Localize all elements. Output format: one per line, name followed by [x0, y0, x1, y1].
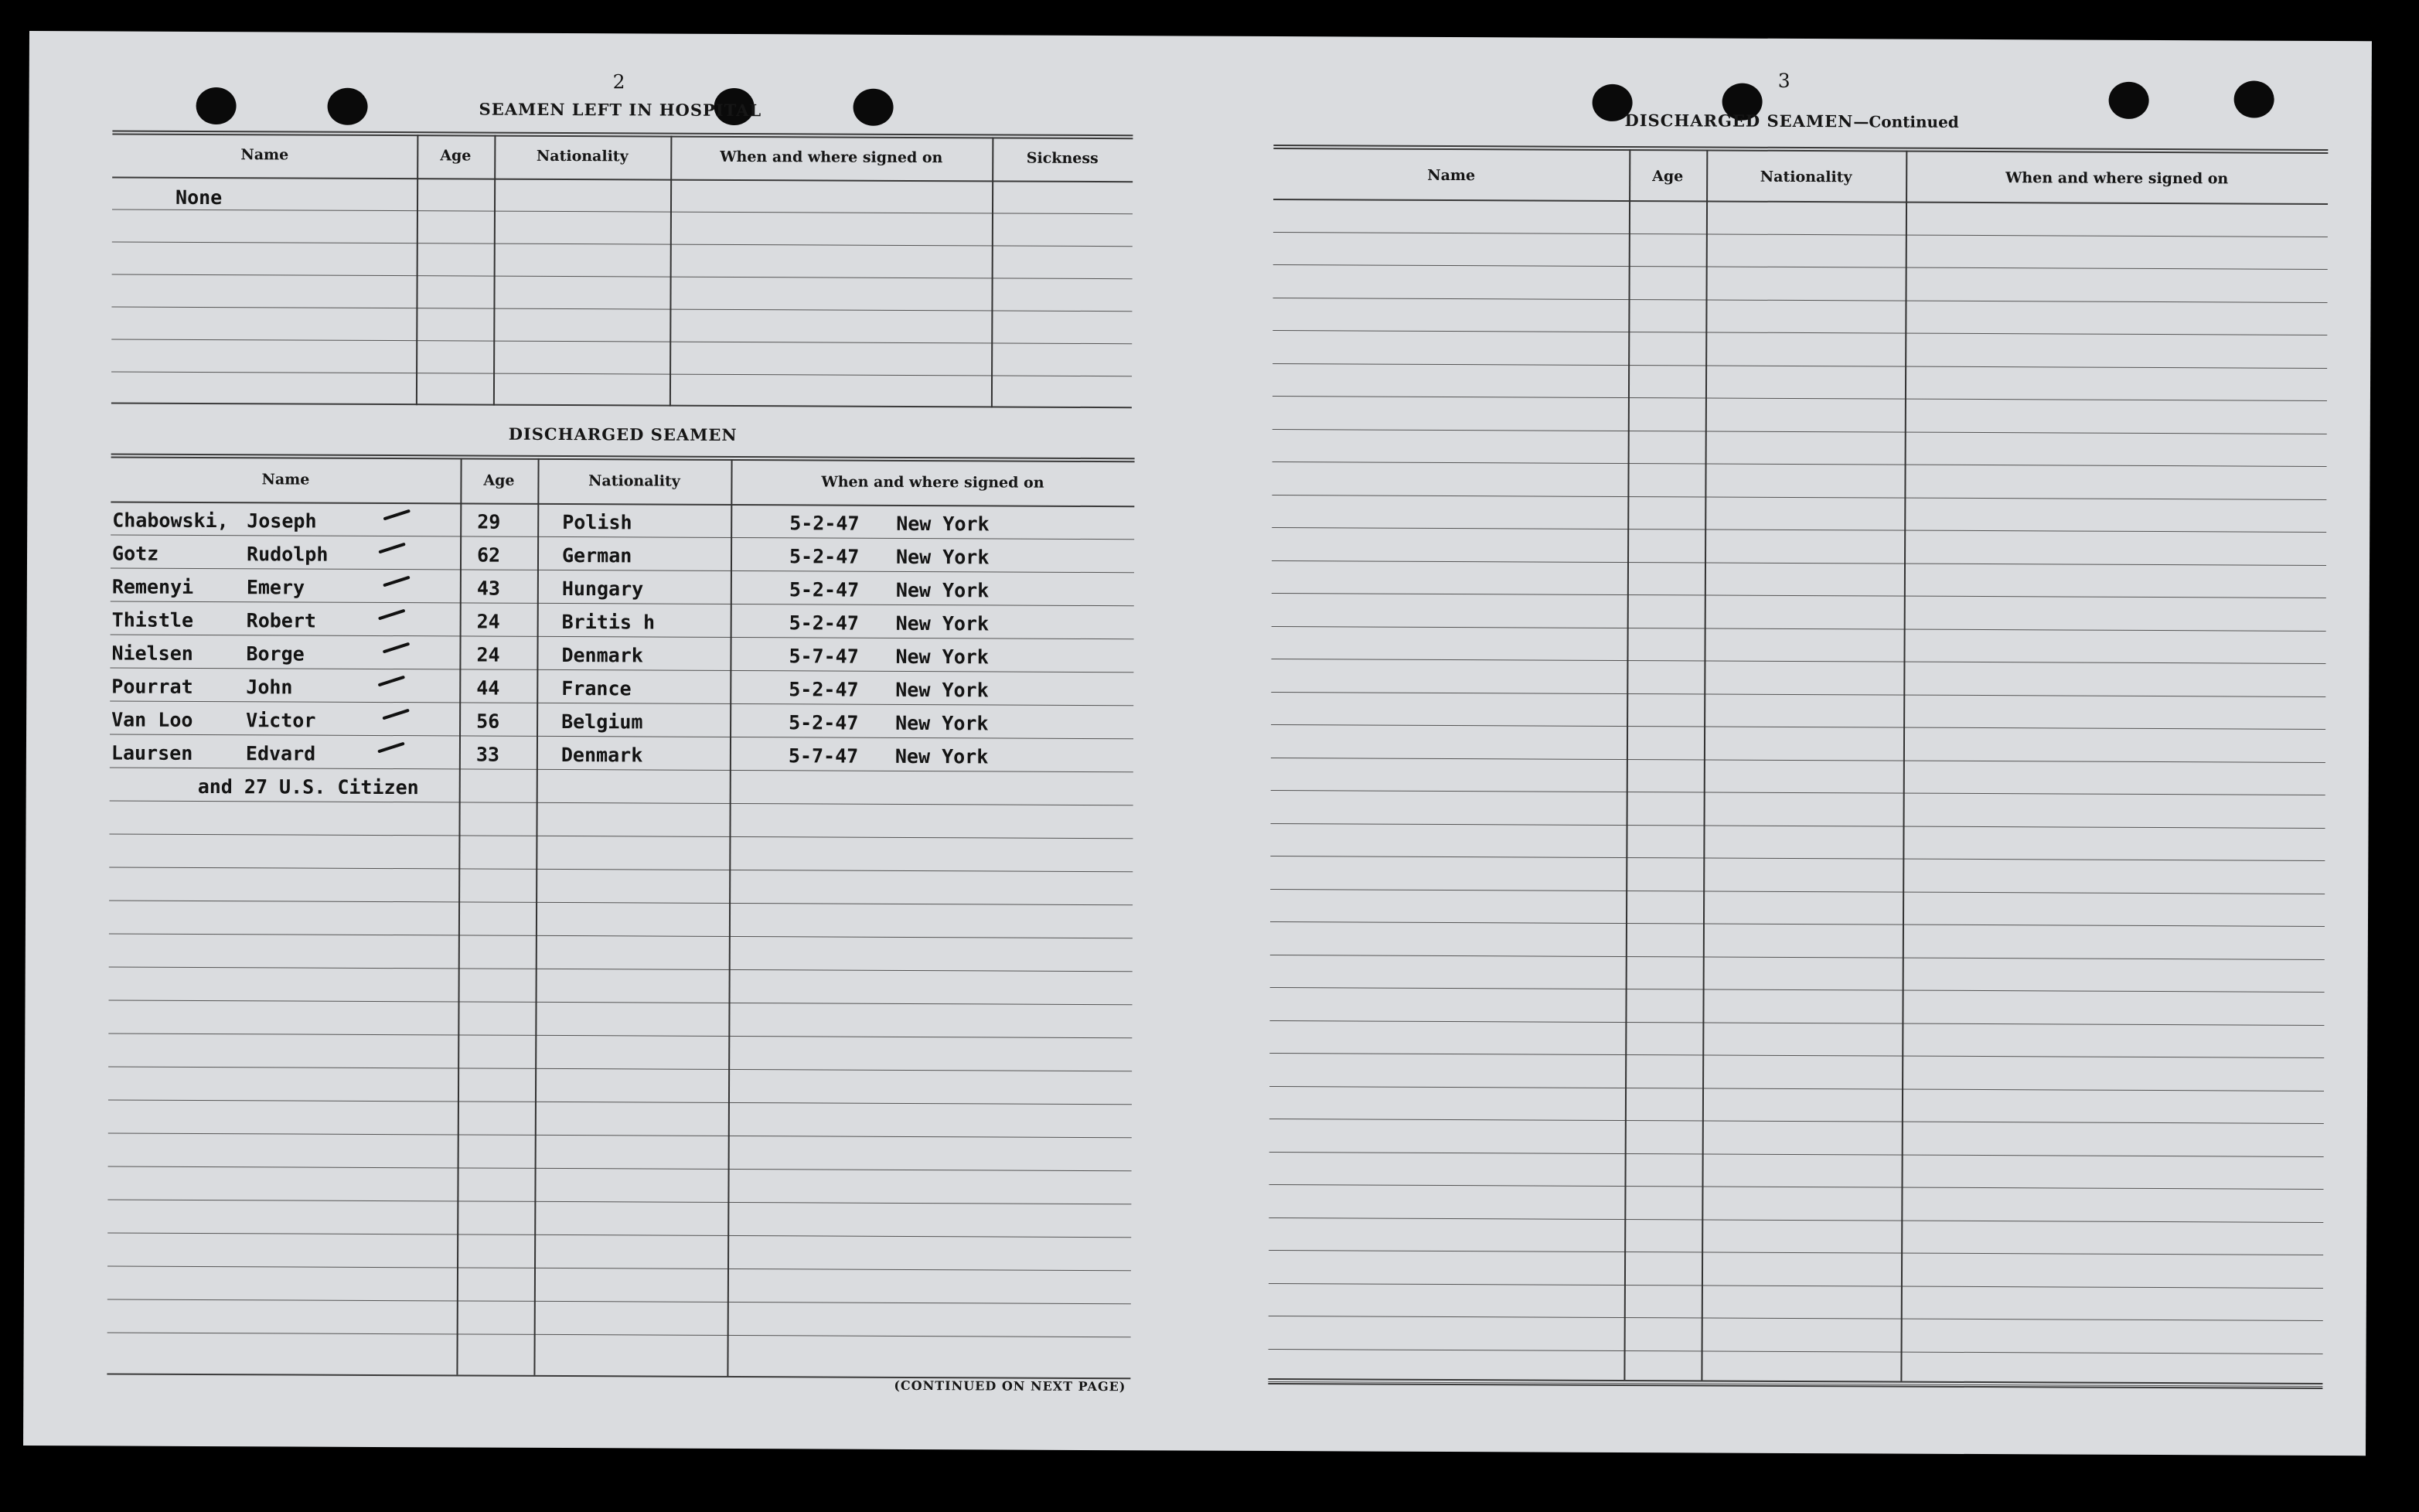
row-rule	[1270, 921, 2325, 927]
row-rule	[107, 1299, 1131, 1304]
check-mark	[383, 642, 411, 654]
seaman-given-name: Emery	[246, 576, 305, 599]
signed-on-date: 5-7-47	[789, 645, 859, 668]
row-rule	[108, 1132, 1132, 1138]
signed-on-place: New York	[894, 744, 989, 768]
discharged-table	[107, 453, 1134, 1416]
row-rule	[1270, 889, 2325, 894]
seaman-surname: Remenyi	[111, 575, 194, 598]
row-rule	[1270, 955, 2325, 960]
seaman-surname: Gotz	[111, 542, 159, 565]
signed-on-place: New York	[896, 512, 990, 536]
row-rule	[111, 601, 1134, 606]
discharged-header-name: Name	[261, 471, 310, 489]
signed-on-date: 5-2-47	[789, 545, 860, 568]
row-rule	[1273, 461, 2327, 467]
check-mark	[377, 742, 405, 754]
discharged-section-title: DISCHARGED SEAMEN	[508, 424, 738, 444]
hospital-entry-none: None	[175, 186, 223, 209]
check-mark	[383, 576, 411, 587]
continued-header-signed-on: When and where signed on	[2005, 169, 2229, 188]
continued-footer: (CONTINUED ON NEXT PAGE)	[894, 1377, 1126, 1395]
row-rule	[108, 1166, 1132, 1171]
row-rule	[1273, 330, 2327, 335]
row-rule	[1271, 758, 2325, 763]
punch-hole	[327, 88, 367, 125]
punch-hole	[853, 89, 893, 126]
row-rule	[1273, 264, 2328, 270]
discharged-continued-title	[1624, 111, 1958, 131]
signed-on-date: 5-2-47	[789, 512, 860, 535]
signed-on-place: New York	[895, 578, 990, 602]
row-rule	[1272, 527, 2326, 533]
row-rule	[109, 867, 1133, 872]
hospital-header-name: Name	[240, 146, 289, 164]
ledger-sheet	[23, 31, 2372, 1456]
signed-on-date: 5-2-47	[789, 711, 859, 734]
seaman-given-name: Victor	[246, 709, 316, 732]
seaman-given-name: Robert	[246, 609, 317, 632]
row-rule	[110, 800, 1133, 805]
row-rule	[107, 1265, 1131, 1271]
row-rule	[1269, 1250, 2323, 1255]
hospital-header-age: Age	[440, 147, 472, 165]
seaman-age: 24	[476, 610, 500, 633]
discharged-continued-title-text: DISCHARGED SEAMEN	[1624, 111, 1854, 131]
row-rule	[1272, 495, 2326, 500]
row-rule	[108, 1066, 1132, 1071]
check-mark	[378, 676, 406, 687]
seaman-surname: Laursen	[111, 741, 193, 765]
row-rule	[108, 1033, 1132, 1038]
row-rule	[1271, 659, 2325, 664]
seaman-nationality: German	[561, 544, 632, 567]
punch-hole	[2234, 80, 2274, 117]
hospital-header-nationality: Nationality	[536, 147, 629, 165]
row-rule	[1269, 1184, 2324, 1190]
hospital-table	[111, 130, 1133, 448]
seaman-surname: Van Loo	[111, 708, 193, 731]
seaman-given-name: Joseph	[247, 509, 317, 533]
seaman-surname: Chabowski,	[112, 509, 229, 533]
seaman-nationality: Belgium	[561, 710, 643, 734]
row-rule	[1271, 724, 2325, 730]
row-rule	[107, 1199, 1131, 1204]
row-rule	[1273, 232, 2328, 237]
punch-hole	[2109, 82, 2149, 119]
row-rule	[109, 999, 1133, 1005]
row-rule	[111, 567, 1134, 573]
seaman-nationality: Denmark	[561, 644, 643, 667]
row-rule	[110, 767, 1133, 772]
seaman-surname: Thistle	[111, 608, 194, 632]
signed-on-date: 5-2-47	[789, 578, 860, 601]
hospital-header-signed-on: When and where signed on	[720, 148, 943, 167]
row-rule	[1269, 1283, 2323, 1289]
check-mark	[378, 543, 406, 554]
seaman-age: 44	[476, 676, 500, 700]
row-rule	[110, 667, 1133, 673]
hospital-section-title: SEAMEN LEFT IN HOSPITAL	[479, 99, 762, 121]
seaman-surname: Pourrat	[111, 675, 193, 698]
seaman-nationality: France	[561, 677, 632, 700]
signed-on-place: New York	[895, 645, 989, 669]
row-rule	[1271, 692, 2325, 697]
row-rule	[1271, 823, 2325, 829]
row-rule	[109, 900, 1133, 905]
discharged-continued-table	[1268, 145, 2328, 1417]
signed-on-place: New York	[895, 545, 990, 569]
row-rule	[1269, 1053, 2324, 1058]
row-rule	[1273, 363, 2327, 369]
row-rule	[1269, 1119, 2324, 1124]
us-citizen-note: and 27 U.S. Citizen	[197, 775, 419, 799]
signed-on-place: New York	[895, 611, 990, 635]
hospital-header-sickness: Sickness	[1026, 149, 1099, 168]
seaman-age: 62	[476, 543, 501, 567]
row-rule	[110, 700, 1133, 706]
continued-header-name: Name	[1427, 166, 1476, 185]
row-rule	[1269, 1152, 2324, 1157]
seaman-given-name: Rudolph	[246, 543, 329, 566]
seaman-age: 24	[476, 643, 500, 666]
page-number-right: 3	[1777, 69, 1790, 92]
row-rule	[107, 1332, 1131, 1337]
discharged-header-nationality: Nationality	[588, 472, 680, 490]
row-rule	[1269, 1020, 2324, 1026]
seaman-nationality: Polish	[562, 511, 632, 534]
row-rule	[109, 966, 1133, 972]
signed-on-date: 5-2-47	[789, 611, 860, 635]
row-rule	[1270, 856, 2325, 861]
seaman-nationality: Hungary	[561, 577, 644, 601]
signed-on-date: 5-7-47	[788, 744, 859, 768]
row-rule	[1270, 987, 2325, 993]
row-rule	[109, 933, 1133, 938]
seaman-given-name: John	[246, 676, 293, 699]
seaman-age: 43	[476, 577, 501, 600]
seaman-nationality: Britis h	[561, 611, 656, 634]
row-rule	[1269, 1316, 2323, 1321]
continued-suffix: —Continued	[1853, 112, 1959, 131]
row-rule	[1273, 396, 2327, 401]
seaman-nationality: Denmark	[560, 744, 643, 767]
discharged-header-age: Age	[483, 472, 515, 489]
signed-on-place: New York	[895, 711, 989, 735]
continued-header-age: Age	[1652, 168, 1684, 186]
row-rule	[1271, 790, 2325, 795]
row-rule	[111, 634, 1134, 639]
row-rule	[1273, 298, 2328, 303]
punch-hole	[196, 87, 236, 124]
check-mark	[378, 609, 406, 621]
row-rule	[1273, 429, 2327, 434]
seaman-surname: Nielsen	[111, 642, 193, 665]
seaman-age: 33	[475, 743, 500, 766]
row-rule	[1269, 1086, 2324, 1091]
row-rule	[1272, 626, 2326, 632]
row-rule	[1269, 1217, 2323, 1223]
row-rule	[110, 734, 1133, 739]
row-rule	[111, 534, 1134, 540]
row-rule	[109, 833, 1133, 839]
page-number-left: 2	[612, 70, 625, 94]
continued-header-nationality: Nationality	[1760, 168, 1852, 186]
row-rule	[1269, 1349, 2323, 1354]
seaman-age: 29	[477, 510, 501, 533]
row-rule	[107, 1232, 1131, 1238]
check-mark	[383, 509, 411, 521]
discharged-header-signed-on: When and where signed on	[821, 473, 1044, 492]
signed-on-place: New York	[895, 678, 989, 702]
row-rule	[1272, 560, 2326, 566]
row-rule	[108, 1099, 1132, 1105]
seaman-given-name: Borge	[246, 642, 305, 666]
check-mark	[382, 709, 410, 720]
row-rule	[1272, 593, 2326, 598]
seaman-age: 56	[476, 710, 500, 733]
signed-on-date: 5-2-47	[789, 678, 859, 701]
seaman-given-name: Edvard	[245, 742, 316, 765]
